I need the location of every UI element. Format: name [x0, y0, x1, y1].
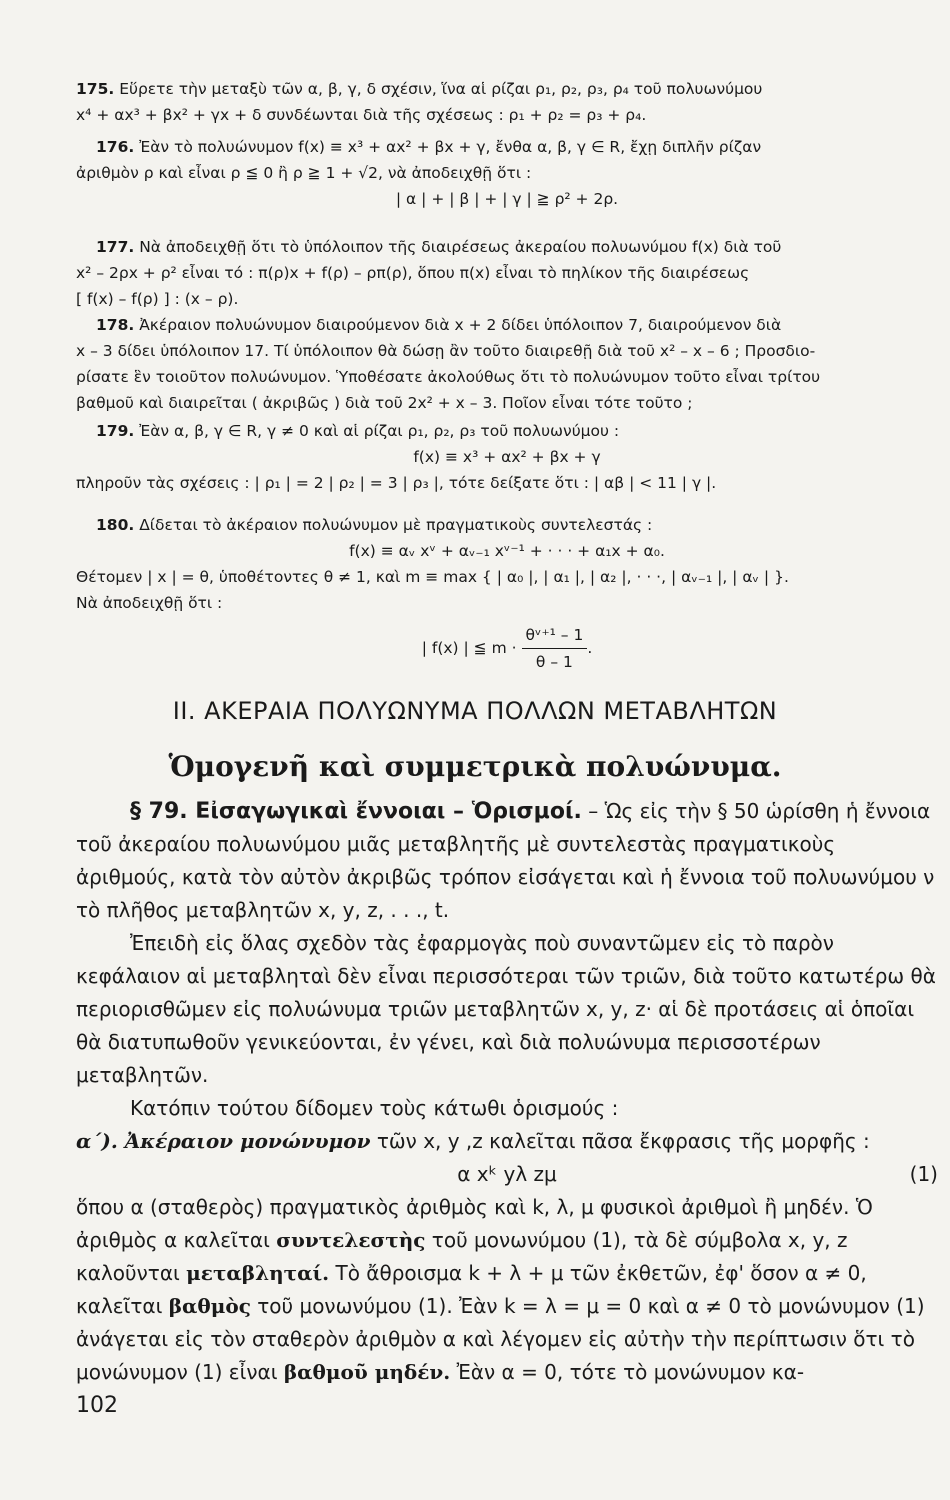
- exercise-180: [76, 512, 938, 675]
- exercise-number: 176.: [96, 138, 135, 156]
- chapter-title: II. ΑΚΕΡΑΙΑ ΠΟΛΥΩΝΥΜΑ ΠΟΛΛΩΝ ΜΕΤΑΒΛΗΤΩΝ: [172, 697, 778, 725]
- exercise-number: 177.: [96, 238, 135, 256]
- exercise-179: [76, 418, 938, 496]
- term-coefficient: συντελεστὴς: [276, 1228, 426, 1252]
- exercise-text: Ἐὰν α, β, γ ∈ R, γ ≠ 0 καὶ αἱ ρίζαι ρ₁, ρ₂, ρ₃ τοῦ πολυωνύμου :: [139, 422, 620, 440]
- exercise-text: Ἀκέραιον πολυώνυμον διαιρούμενον διὰ x + 2 δίδει ὑπόλοιπον 7, διαιρούμενον διὰ: [139, 316, 782, 334]
- exercise-text: x⁴ + αx³ + βx² + γx + δ συνδέωνται διὰ τῆς σχέσεως : ρ₁ + ρ₂ = ρ₃ + ρ₄.: [76, 106, 647, 124]
- exercise-text: ρίσατε ἓν τοιοῦτον πολυώνυμον. Ὑποθέσατε ἀκολούθως ὅτι τὸ πολυώνυμον τοῦτο εἶναι τρίτου: [76, 368, 821, 386]
- exercise-text: πληροῦν τὰς σχέσεις : | ρ₁ | = 2 | ρ₂ | = 3 | ρ₃ |, τότε δείξατε ὅτι : | αβ | < 11 | γ |.: [76, 474, 717, 492]
- paragraph: – Ὡς εἰς τὴν § 50 ὡρίσθη ἡ ἔννοια τοῦ ἀκεραίου πολυωνύμου μιᾶς μεταβλητῆς μὲ συντελεστὰς πραγματικοὺς ἀριθμούς, κατὰ τὸν αὐτὸν ἀκριβῶς τρόπον εἰσάγεται καὶ ἡ ἔννοια τοῦ πολυωνύμου ν τὸ πλῆθος μεταβλητῶν x, y, z, . . ., t.: [76, 799, 935, 922]
- fraction-denominator: θ – 1: [535, 653, 573, 671]
- exercise-formula: f(x) ≡ αᵥ xᵛ + αᵥ₋₁ xᵛ⁻¹ + · · · + α₁x + α₀.: [349, 542, 665, 560]
- fraction-numerator: θᵛ⁺¹ – 1: [522, 622, 588, 649]
- equation-number: (1): [909, 1162, 938, 1186]
- exercise-inequality: [76, 622, 938, 675]
- exercise-text: Εὕρετε τὴν μεταξὺ τῶν α, β, γ, δ σχέσιν, ἵνα αἱ ρίζαι ρ₁, ρ₂, ρ₃, ρ₄ τοῦ πολυωνύμου: [119, 80, 763, 98]
- exercise-text: Θέτομεν | x | = θ, ὑποθέτοντες θ ≠ 1, καὶ m ≡ max { | α₀ |, | α₁ |, | α₂ |, · · ·, | αᵥ₋₁ |, | αᵥ | }.: [76, 568, 789, 586]
- term-variables: μεταβληταί.: [186, 1261, 330, 1285]
- section-heading: § 79. Εἰσαγωγικαὶ ἔννοιαι – Ὁρισμοί.: [130, 799, 582, 824]
- monomial-formula: α xᵏ yλ zμ: [457, 1162, 557, 1186]
- exercise-text: Νὰ ἀποδειχθῇ ὅτι τὸ ὑπόλοιπον τῆς διαιρέσεως ἀκεραίου πολυωνύμου f(x) διὰ τοῦ: [139, 238, 782, 256]
- fraction: [522, 622, 588, 675]
- exercise-number: 179.: [96, 422, 135, 440]
- paragraph: Τὸ ἄθροισμα k + λ + μ τῶν ἐκθετῶν, ἐφ' ὅσον α ≠ 0, καλεῖται: [76, 1261, 867, 1318]
- section-79: [76, 795, 938, 1389]
- paragraph: τοῦ μονωνύμου (1), τὰ δὲ σύμβολα x, y, z καλοῦνται: [76, 1228, 848, 1285]
- term-degree: βαθμὸς: [168, 1294, 251, 1318]
- definition-text: τῶν x, y ,z καλεῖται πᾶσα ἔκφρασις τῆς μορφῆς :: [370, 1129, 870, 1153]
- paragraph: Κατόπιν τούτου δίδομεν τοὺς κάτωθι ὁρισμούς :: [130, 1096, 619, 1120]
- page-number: 102: [76, 1393, 118, 1418]
- paragraph: τοῦ μονωνύμου (1). Ἐὰν k = λ = μ = 0 καὶ α ≠ 0 τὸ μονώνυμον (1) ἀνάγεται εἰς τὸν σταθερὸν ἀριθμὸν α καὶ λέγομεν εἰς αὐτὴν τὴν περίπτωσιν ὅτι τὸ μονώνυμον (1) εἶναι: [76, 1294, 925, 1384]
- term-degree-zero: βαθμοῦ μηδέν.: [283, 1360, 451, 1384]
- exercise-175: [76, 76, 938, 128]
- inequality-lhs: | f(x) | ≦ m ·: [421, 639, 517, 657]
- exercise-176: [76, 134, 938, 212]
- exercise-text: Ἐὰν τὸ πολυώνυμον f(x) ≡ x³ + αx² + βx + γ, ἔνθα α, β, γ ∈ R, ἔχῃ διπλῆν ρίζαν: [139, 138, 762, 156]
- exercise-text: [ f(x) – f(ρ) ] : (x – ρ).: [76, 290, 239, 308]
- paragraph: Ἐὰν α = 0, τότε τὸ μονώνυμον κα-: [450, 1360, 805, 1384]
- exercise-formula: f(x) ≡ x³ + αx² + βx + γ: [413, 448, 601, 466]
- paragraph: Ἐπειδὴ εἰς ὅλας σχεδὸν τὰς ἐφαρμογὰς ποὺ συναντῶμεν εἰς τὸ παρὸν κεφάλαιον αἱ μεταβληταὶ δὲν εἶναι περισσότεραι τῶν τριῶν, διὰ τοῦτο κατωτέρω θὰ περιορισθῶμεν εἰς πολυώνυμα τριῶν μεταβλητῶν x, y, z· αἱ δὲ προτάσεις αἱ ὁποῖαι θὰ διατυπωθοῦν γενικεύονται, ἐν γένει, καὶ διὰ πολυώνυμα περισσοτέρων μεταβλητῶν.: [76, 931, 936, 1087]
- exercise-text: βαθμοῦ καὶ διαιρεῖται ( ἀκριβῶς ) διὰ τοῦ 2x² + x – 3. Ποῖον εἶναι τότε τοῦτο ;: [76, 394, 693, 412]
- chapter-subtitle: Ὁμογενῆ καὶ συμμετρικὰ πολυώνυμα.: [168, 750, 782, 783]
- exercise-formula: | α | + | β | + | γ | ≧ ρ² + 2ρ.: [395, 190, 619, 208]
- exercise-number: 175.: [76, 80, 115, 98]
- exercise-177: [76, 234, 938, 312]
- exercise-number: 178.: [96, 316, 135, 334]
- definition-label: α΄). Ἀκέραιον μονώνυμον: [76, 1129, 371, 1153]
- exercise-text: x – 3 δίδει ὑπόλοιπον 17. Τί ὑπόλοιπον θὰ δώσῃ ἂν τοῦτο διαιρεθῇ διὰ τοῦ x² – x – 6 ; Προσδιο-: [76, 342, 816, 360]
- exercise-text: Δίδεται τὸ ἀκέραιον πολυώνυμον μὲ πραγματικοὺς συντελεστάς :: [139, 516, 653, 534]
- paragraph: ὅπου α (σταθερὸς) πραγματικὸς ἀριθμὸς καὶ k, λ, μ φυσικοὶ ἀριθμοὶ ἢ μηδέν. Ὁ ἀριθμὸς α καλεῖται: [76, 1195, 873, 1252]
- exercise-text: Νὰ ἀποδειχθῇ ὅτι :: [76, 594, 223, 612]
- inequality-end: .: [587, 639, 593, 657]
- exercise-number: 180.: [96, 516, 135, 534]
- exercise-text: x² – 2ρx + ρ² εἶναι τό : π(ρ)x + f(ρ) – ρπ(ρ), ὅπου π(x) εἶναι τὸ πηλίκον τῆς διαιρέσεως: [76, 264, 750, 282]
- exercise-178: [76, 312, 938, 416]
- exercise-text: ἀριθμὸν ρ καὶ εἶναι ρ ≦ 0 ἢ ρ ≧ 1 + √2, νὰ ἀποδειχθῇ ὅτι :: [76, 164, 532, 182]
